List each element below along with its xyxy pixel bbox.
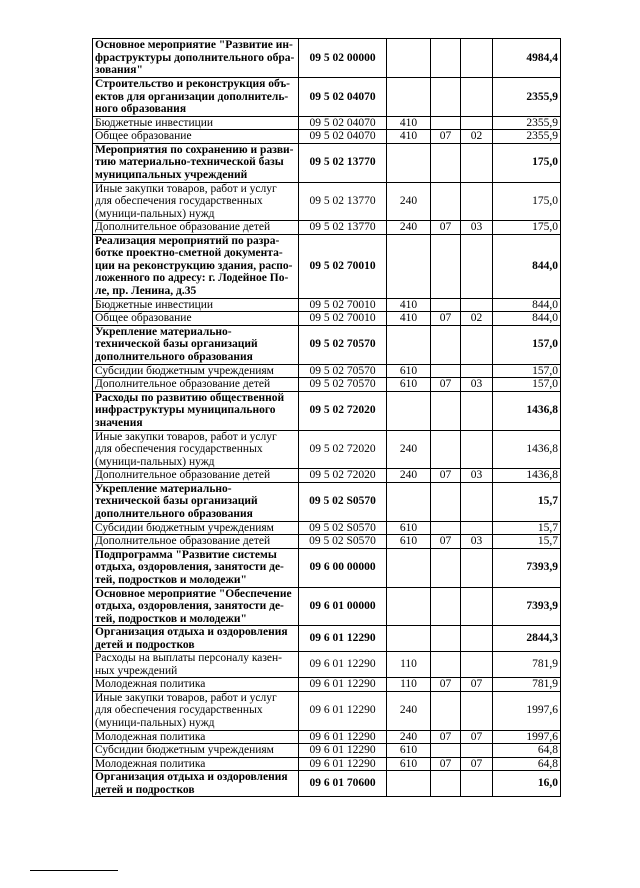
cell-rz: 07 [431,221,461,235]
table-row [93,39,561,78]
cell-sum: 175,0 [493,221,561,235]
footnote-separator [30,870,118,871]
cell-csr: 09 5 02 S0570 [299,482,387,521]
cell-name: Общее образование [93,130,299,144]
cell-pr [461,325,493,364]
cell-rz [431,39,461,78]
cell-csr: 09 5 02 70570 [299,325,387,364]
cell-sum: 7393,9 [493,548,561,587]
cell-sum: 2355,9 [493,130,561,144]
cell-sum: 1997,6 [493,730,561,744]
cell-csr: 09 6 01 12290 [299,744,387,758]
cell-csr: 09 5 02 70570 [299,378,387,392]
cell-sum: 844,0 [493,312,561,326]
cell-rz [431,626,461,652]
cell-vr: 240 [387,691,431,730]
cell-name: Молодежная политика [93,757,299,771]
cell-name: Подпрограмма "Развитие системы отдыха, оздоровления, занятости де-тей, подростков и молодежи" [93,548,299,587]
cell-name: Основное мероприятие "Обеспечение отдыха, оздоровления, занятости де-тей, подростков и молодежи" [93,587,299,626]
cell-csr: 09 5 02 70570 [299,364,387,378]
cell-sum: 15,7 [493,482,561,521]
cell-name: Дополнительное образование детей [93,469,299,483]
table-row [93,744,561,758]
cell-vr: 410 [387,116,431,130]
cell-vr: 240 [387,430,431,469]
cell-rz [431,587,461,626]
cell-vr: 110 [387,652,431,678]
cell-vr [387,143,431,182]
table-row [93,678,561,692]
table-row [93,78,561,117]
cell-vr: 610 [387,535,431,549]
cell-vr: 410 [387,130,431,144]
cell-rz [431,143,461,182]
cell-pr [461,78,493,117]
table-row [93,364,561,378]
cell-vr: 610 [387,521,431,535]
cell-csr: 09 5 02 S0570 [299,521,387,535]
table-row [93,298,561,312]
cell-csr: 09 5 02 13770 [299,221,387,235]
cell-name: Бюджетные инвестиции [93,116,299,130]
cell-pr [461,652,493,678]
cell-name: Субсидии бюджетным учреждениям [93,364,299,378]
cell-rz: 07 [431,312,461,326]
cell-csr: 09 5 02 S0570 [299,535,387,549]
cell-rz [431,182,461,221]
table-row [93,691,561,730]
cell-csr: 09 6 01 12290 [299,757,387,771]
cell-rz [431,652,461,678]
table-row [93,757,561,771]
cell-vr: 410 [387,298,431,312]
cell-name: Расходы по развитию общественной инфраструктуры муниципального значения [93,391,299,430]
cell-pr [461,39,493,78]
cell-rz [431,234,461,298]
cell-pr: 07 [461,757,493,771]
cell-sum: 7393,9 [493,587,561,626]
table-row [93,482,561,521]
cell-name: Иные закупки товаров, работ и услуг для обеспечения государственных (муници-пальных) нужд [93,691,299,730]
cell-pr: 03 [461,221,493,235]
cell-vr: 610 [387,364,431,378]
cell-rz [431,325,461,364]
table-row [93,325,561,364]
cell-sum: 64,8 [493,757,561,771]
cell-sum: 844,0 [493,298,561,312]
cell-csr: 09 5 02 72020 [299,430,387,469]
cell-vr: 240 [387,221,431,235]
cell-rz: 07 [431,378,461,392]
table-row [93,548,561,587]
cell-name: Мероприятия по сохранению и разви-тию материально-технической базы муниципальных учреждений [93,143,299,182]
budget-table-body [93,39,561,797]
cell-csr: 09 6 01 12290 [299,691,387,730]
cell-pr [461,691,493,730]
table-row [93,312,561,326]
cell-name: Организация отдыха и оздоровления детей и подростков [93,626,299,652]
table-row [93,535,561,549]
cell-rz [431,364,461,378]
cell-pr [461,116,493,130]
cell-sum: 175,0 [493,182,561,221]
cell-rz [431,391,461,430]
cell-sum: 2355,9 [493,78,561,117]
cell-rz: 07 [431,469,461,483]
cell-pr [461,298,493,312]
cell-pr [461,587,493,626]
cell-name: Основное мероприятие "Развитие ин-фраструктуры дополнительного обра-зования" [93,39,299,78]
cell-sum: 157,0 [493,325,561,364]
cell-rz: 07 [431,678,461,692]
cell-pr [461,626,493,652]
cell-rz: 07 [431,757,461,771]
cell-name: Иные закупки товаров, работ и услуг для обеспечения государственных (муници-пальных) нужд [93,430,299,469]
cell-rz [431,548,461,587]
cell-csr: 09 6 01 70600 [299,771,387,797]
cell-csr: 09 5 02 72020 [299,391,387,430]
cell-rz: 07 [431,730,461,744]
table-row [93,626,561,652]
cell-pr: 02 [461,130,493,144]
cell-vr: 610 [387,744,431,758]
cell-sum: 2355,9 [493,116,561,130]
cell-csr: 09 6 01 12290 [299,626,387,652]
table-row [93,234,561,298]
cell-name: Строительство и реконструкция объ-ектов для организации дополнитель-ного образования [93,78,299,117]
cell-csr: 09 6 00 00000 [299,548,387,587]
cell-vr [387,78,431,117]
cell-csr: 09 6 01 12290 [299,652,387,678]
cell-sum: 1436,8 [493,391,561,430]
cell-vr [387,482,431,521]
table-row [93,391,561,430]
cell-pr [461,364,493,378]
cell-pr: 03 [461,378,493,392]
cell-pr [461,521,493,535]
cell-vr [387,391,431,430]
cell-csr: 09 5 02 13770 [299,143,387,182]
cell-pr: 07 [461,678,493,692]
cell-csr: 09 5 02 70010 [299,234,387,298]
cell-rz [431,298,461,312]
cell-name: Дополнительное образование детей [93,535,299,549]
cell-pr [461,182,493,221]
cell-pr [461,548,493,587]
cell-pr: 03 [461,469,493,483]
cell-sum: 16,0 [493,771,561,797]
table-row [93,521,561,535]
cell-rz: 07 [431,130,461,144]
cell-sum: 157,0 [493,378,561,392]
cell-name: Укрепление материально-технической базы организаций дополнительного образования [93,325,299,364]
table-row [93,469,561,483]
cell-pr [461,771,493,797]
cell-pr: 02 [461,312,493,326]
cell-sum: 64,8 [493,744,561,758]
cell-pr: 07 [461,730,493,744]
cell-sum: 157,0 [493,364,561,378]
cell-name: Бюджетные инвестиции [93,298,299,312]
cell-rz [431,482,461,521]
cell-rz: 07 [431,535,461,549]
cell-name: Молодежная политика [93,730,299,744]
cell-name: Организация отдыха и оздоровления детей и подростков [93,771,299,797]
cell-name: Реализация мероприятий по разра-ботке проектно-сметной документа-ции на реконструкцию здания, распо-ложенного по адресу: г. Лодейное По-ле, пр. Ленина, д.35 [93,234,299,298]
cell-sum: 1436,8 [493,469,561,483]
table-row [93,116,561,130]
cell-vr: 240 [387,730,431,744]
cell-rz [431,78,461,117]
cell-csr: 09 5 02 04070 [299,130,387,144]
cell-name: Дополнительное образование детей [93,378,299,392]
cell-name: Дополнительное образование детей [93,221,299,235]
table-row [93,771,561,797]
cell-sum: 2844,3 [493,626,561,652]
cell-csr: 09 6 01 12290 [299,678,387,692]
cell-csr: 09 5 02 04070 [299,116,387,130]
cell-sum: 1436,8 [493,430,561,469]
cell-vr: 610 [387,757,431,771]
cell-csr: 09 5 02 72020 [299,469,387,483]
table-row [93,130,561,144]
cell-pr [461,482,493,521]
cell-sum: 1997,6 [493,691,561,730]
cell-pr [461,430,493,469]
table-row [93,652,561,678]
cell-sum: 781,9 [493,678,561,692]
cell-pr: 03 [461,535,493,549]
cell-vr: 240 [387,469,431,483]
cell-sum: 175,0 [493,143,561,182]
cell-rz [431,521,461,535]
cell-vr [387,325,431,364]
cell-sum: 4984,4 [493,39,561,78]
cell-csr: 09 5 02 00000 [299,39,387,78]
budget-table [92,38,561,797]
cell-vr [387,771,431,797]
table-row [93,730,561,744]
cell-pr [461,234,493,298]
cell-rz [431,744,461,758]
cell-vr: 610 [387,378,431,392]
cell-name: Расходы на выплаты персоналу казен-ных учреждений [93,652,299,678]
cell-csr: 09 5 02 04070 [299,78,387,117]
cell-pr [461,744,493,758]
cell-sum: 15,7 [493,521,561,535]
cell-name: Укрепление материально-технической базы организаций дополнительного образования [93,482,299,521]
cell-csr: 09 6 01 12290 [299,730,387,744]
cell-csr: 09 5 02 70010 [299,298,387,312]
cell-vr: 240 [387,182,431,221]
table-row [93,143,561,182]
table-row [93,221,561,235]
cell-vr [387,626,431,652]
cell-vr [387,39,431,78]
cell-sum: 781,9 [493,652,561,678]
table-row [93,182,561,221]
cell-rz [431,691,461,730]
cell-vr [387,234,431,298]
cell-rz [431,430,461,469]
cell-pr [461,391,493,430]
table-row [93,587,561,626]
cell-rz [431,771,461,797]
cell-name: Субсидии бюджетным учреждениям [93,744,299,758]
cell-name: Молодежная политика [93,678,299,692]
table-row [93,378,561,392]
cell-vr: 410 [387,312,431,326]
cell-name: Иные закупки товаров, работ и услуг для обеспечения государственных (муници-пальных) нужд [93,182,299,221]
cell-name: Субсидии бюджетным учреждениям [93,521,299,535]
cell-csr: 09 6 01 00000 [299,587,387,626]
cell-pr [461,143,493,182]
cell-csr: 09 5 02 13770 [299,182,387,221]
cell-vr [387,587,431,626]
table-row [93,430,561,469]
cell-sum: 15,7 [493,535,561,549]
cell-csr: 09 5 02 70010 [299,312,387,326]
cell-sum: 844,0 [493,234,561,298]
cell-name: Общее образование [93,312,299,326]
cell-vr [387,548,431,587]
cell-vr: 110 [387,678,431,692]
cell-rz [431,116,461,130]
